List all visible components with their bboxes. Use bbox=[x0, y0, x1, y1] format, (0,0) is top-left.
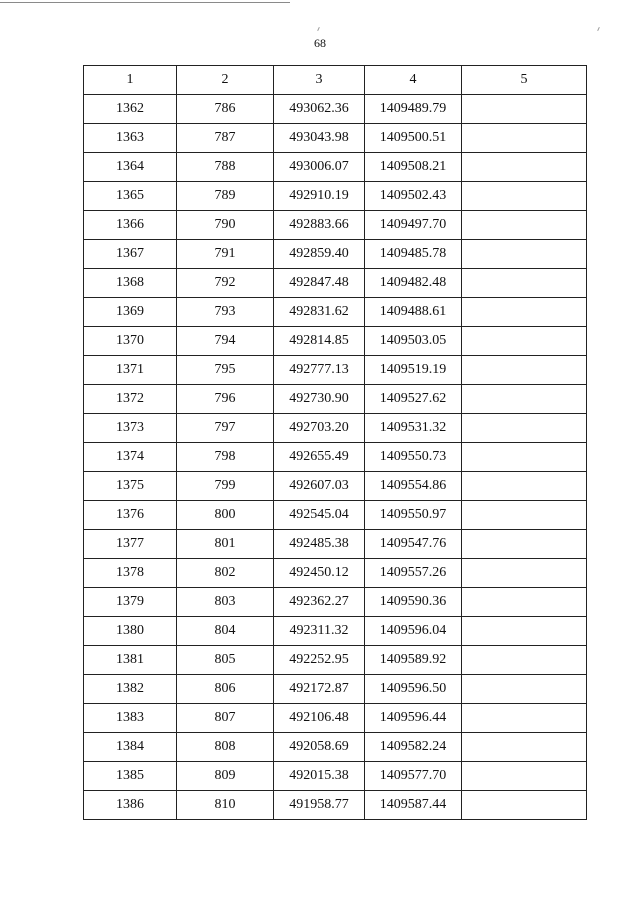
table-row bbox=[84, 182, 587, 211]
table-cell bbox=[462, 443, 587, 472]
table-row bbox=[84, 298, 587, 327]
table-header-row bbox=[84, 66, 587, 95]
table-cell bbox=[462, 414, 587, 443]
column-header: 2 bbox=[177, 66, 274, 95]
table-row bbox=[84, 356, 587, 385]
table-cell: 1377 bbox=[84, 530, 177, 559]
table-cell bbox=[462, 327, 587, 356]
table-cell: 1409508.21 bbox=[365, 153, 462, 182]
table-cell: 492655.49 bbox=[274, 443, 365, 472]
column-header: 3 bbox=[274, 66, 365, 95]
table-cell bbox=[462, 182, 587, 211]
table-cell: 492777.13 bbox=[274, 356, 365, 385]
table-cell: 799 bbox=[177, 472, 274, 501]
table-cell: 492847.48 bbox=[274, 269, 365, 298]
table-cell bbox=[462, 298, 587, 327]
table-cell: 1409577.70 bbox=[365, 762, 462, 791]
table-cell: 1409503.05 bbox=[365, 327, 462, 356]
table-cell bbox=[462, 762, 587, 791]
table-row bbox=[84, 704, 587, 733]
table-cell: 1368 bbox=[84, 269, 177, 298]
table-cell: 1367 bbox=[84, 240, 177, 269]
page-number: 68 bbox=[314, 36, 326, 50]
table-cell bbox=[462, 269, 587, 298]
coordinates-table bbox=[83, 65, 587, 820]
table-cell: 1409489.79 bbox=[365, 95, 462, 124]
table-cell: 1409554.86 bbox=[365, 472, 462, 501]
table-cell: 492607.03 bbox=[274, 472, 365, 501]
table-row bbox=[84, 675, 587, 704]
table-cell: 1409500.51 bbox=[365, 124, 462, 153]
table-cell: 788 bbox=[177, 153, 274, 182]
table-row bbox=[84, 240, 587, 269]
table-cell: 1369 bbox=[84, 298, 177, 327]
table-cell: 792 bbox=[177, 269, 274, 298]
table-cell bbox=[462, 704, 587, 733]
table-row bbox=[84, 646, 587, 675]
table-row bbox=[84, 472, 587, 501]
table-cell: 798 bbox=[177, 443, 274, 472]
table-cell: 493062.36 bbox=[274, 95, 365, 124]
table-cell: 492106.48 bbox=[274, 704, 365, 733]
table-row bbox=[84, 153, 587, 182]
table-cell: 791 bbox=[177, 240, 274, 269]
table-cell: 1382 bbox=[84, 675, 177, 704]
table-cell bbox=[462, 501, 587, 530]
table-cell: 1380 bbox=[84, 617, 177, 646]
table-cell: 793 bbox=[177, 298, 274, 327]
table-row bbox=[84, 211, 587, 240]
table-cell: 492058.69 bbox=[274, 733, 365, 762]
table-cell: 787 bbox=[177, 124, 274, 153]
table-row bbox=[84, 588, 587, 617]
table-cell: 491958.77 bbox=[274, 791, 365, 820]
table-cell: 810 bbox=[177, 791, 274, 820]
table-cell: 1376 bbox=[84, 501, 177, 530]
table-row bbox=[84, 530, 587, 559]
table-cell: 801 bbox=[177, 530, 274, 559]
table-row bbox=[84, 414, 587, 443]
table-row bbox=[84, 617, 587, 646]
table-cell: 1384 bbox=[84, 733, 177, 762]
table-cell: 807 bbox=[177, 704, 274, 733]
table-cell: 1386 bbox=[84, 791, 177, 820]
scan-speck bbox=[317, 27, 320, 31]
table-cell bbox=[462, 646, 587, 675]
table-cell: 492252.95 bbox=[274, 646, 365, 675]
table-cell bbox=[462, 153, 587, 182]
table-cell: 1365 bbox=[84, 182, 177, 211]
table-cell: 1409550.73 bbox=[365, 443, 462, 472]
table-cell: 1378 bbox=[84, 559, 177, 588]
table-cell: 492362.27 bbox=[274, 588, 365, 617]
table-cell: 794 bbox=[177, 327, 274, 356]
table-cell: 1409582.24 bbox=[365, 733, 462, 762]
table-cell: 1366 bbox=[84, 211, 177, 240]
table-cell: 804 bbox=[177, 617, 274, 646]
table-cell: 492859.40 bbox=[274, 240, 365, 269]
table-cell: 492831.62 bbox=[274, 298, 365, 327]
table-cell: 789 bbox=[177, 182, 274, 211]
table-row bbox=[84, 269, 587, 298]
table-cell: 493006.07 bbox=[274, 153, 365, 182]
table-cell bbox=[462, 675, 587, 704]
table-cell: 803 bbox=[177, 588, 274, 617]
table-cell: 806 bbox=[177, 675, 274, 704]
table-cell bbox=[462, 124, 587, 153]
table-cell bbox=[462, 617, 587, 646]
table-cell bbox=[462, 733, 587, 762]
table-cell: 1363 bbox=[84, 124, 177, 153]
table-cell: 492910.19 bbox=[274, 182, 365, 211]
column-header: 4 bbox=[365, 66, 462, 95]
table-cell: 1362 bbox=[84, 95, 177, 124]
column-header: 1 bbox=[84, 66, 177, 95]
table-cell: 492311.32 bbox=[274, 617, 365, 646]
table-cell: 800 bbox=[177, 501, 274, 530]
table-row bbox=[84, 124, 587, 153]
table-cell: 1409519.19 bbox=[365, 356, 462, 385]
table-cell bbox=[462, 791, 587, 820]
table-cell: 797 bbox=[177, 414, 274, 443]
table-row bbox=[84, 501, 587, 530]
table-cell bbox=[462, 472, 587, 501]
table-cell: 1383 bbox=[84, 704, 177, 733]
column-header: 5 bbox=[462, 66, 587, 95]
table-cell bbox=[462, 530, 587, 559]
table-cell: 1409589.92 bbox=[365, 646, 462, 675]
table-cell: 492485.38 bbox=[274, 530, 365, 559]
table-cell bbox=[462, 240, 587, 269]
table-row bbox=[84, 95, 587, 124]
table-row bbox=[84, 327, 587, 356]
table-cell: 786 bbox=[177, 95, 274, 124]
table-cell bbox=[462, 559, 587, 588]
table-row bbox=[84, 762, 587, 791]
table-cell bbox=[462, 588, 587, 617]
table-cell: 492450.12 bbox=[274, 559, 365, 588]
table-cell: 1409502.43 bbox=[365, 182, 462, 211]
table-row bbox=[84, 443, 587, 472]
table-cell: 1409587.44 bbox=[365, 791, 462, 820]
table-cell: 1372 bbox=[84, 385, 177, 414]
table-cell: 492703.20 bbox=[274, 414, 365, 443]
table-row bbox=[84, 733, 587, 762]
table-cell: 1409497.70 bbox=[365, 211, 462, 240]
table-cell: 1409547.76 bbox=[365, 530, 462, 559]
table-cell: 1370 bbox=[84, 327, 177, 356]
table-cell: 1409596.50 bbox=[365, 675, 462, 704]
table-cell: 492883.66 bbox=[274, 211, 365, 240]
table-cell: 492545.04 bbox=[274, 501, 365, 530]
table-cell bbox=[462, 385, 587, 414]
table-row bbox=[84, 791, 587, 820]
table-cell: 802 bbox=[177, 559, 274, 588]
table-cell: 1409482.48 bbox=[365, 269, 462, 298]
table-cell: 1409531.32 bbox=[365, 414, 462, 443]
table-cell bbox=[462, 356, 587, 385]
table-cell: 795 bbox=[177, 356, 274, 385]
table-cell: 1374 bbox=[84, 443, 177, 472]
table-row bbox=[84, 385, 587, 414]
table-cell: 1409590.36 bbox=[365, 588, 462, 617]
table-cell: 1409596.04 bbox=[365, 617, 462, 646]
table-cell bbox=[462, 211, 587, 240]
scan-top-edge-line bbox=[0, 2, 290, 3]
table-cell: 1409485.78 bbox=[365, 240, 462, 269]
table-cell bbox=[462, 95, 587, 124]
table-cell: 1409527.62 bbox=[365, 385, 462, 414]
table-cell: 492172.87 bbox=[274, 675, 365, 704]
table-cell: 1409557.26 bbox=[365, 559, 462, 588]
table-cell: 1409550.97 bbox=[365, 501, 462, 530]
table-row bbox=[84, 559, 587, 588]
table-cell: 493043.98 bbox=[274, 124, 365, 153]
table-cell: 796 bbox=[177, 385, 274, 414]
table-cell: 1409488.61 bbox=[365, 298, 462, 327]
table-cell: 1381 bbox=[84, 646, 177, 675]
table-cell: 809 bbox=[177, 762, 274, 791]
table-cell: 808 bbox=[177, 733, 274, 762]
table-cell: 1375 bbox=[84, 472, 177, 501]
table-cell: 1379 bbox=[84, 588, 177, 617]
table-cell: 1364 bbox=[84, 153, 177, 182]
table-cell: 790 bbox=[177, 211, 274, 240]
table-cell: 492730.90 bbox=[274, 385, 365, 414]
scan-speck bbox=[597, 27, 600, 31]
table-body bbox=[84, 95, 587, 820]
table-cell: 805 bbox=[177, 646, 274, 675]
table-cell: 492814.85 bbox=[274, 327, 365, 356]
table-cell: 1371 bbox=[84, 356, 177, 385]
table-cell: 1373 bbox=[84, 414, 177, 443]
table-cell: 1409596.44 bbox=[365, 704, 462, 733]
table-header bbox=[84, 66, 587, 95]
table-cell: 492015.38 bbox=[274, 762, 365, 791]
table-cell: 1385 bbox=[84, 762, 177, 791]
